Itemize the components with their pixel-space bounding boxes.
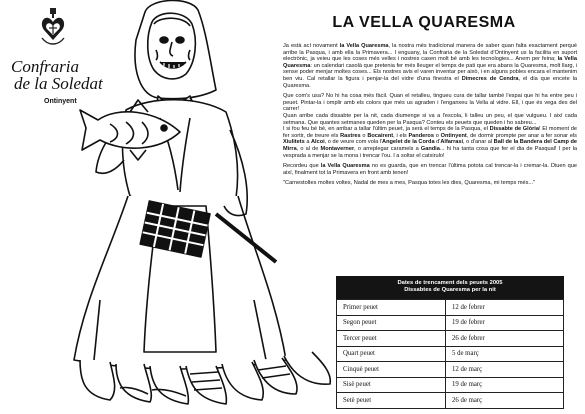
table-row: Quart peuet 5 de març (337, 346, 564, 362)
table-row: Segon peuet 19 de febrer (337, 315, 564, 331)
table-row: Primer peuet 12 de febrer (337, 300, 564, 316)
brand-line-1: Confraria (11, 57, 80, 76)
table-row: Cinquè peuet 12 de març (337, 362, 564, 378)
table-row: Setè peuet 26 de març (337, 393, 564, 409)
page-title: LA VELLA QUARESMA (332, 14, 516, 31)
table-row: Sisè peuet 19 de març (337, 377, 564, 393)
brand-town: Ontinyent (44, 98, 77, 105)
table-row: Tercer peuet 26 de febrer (337, 331, 564, 347)
paragraph-intro: Ja està ací novament la Vella Quaresma, la nostra més tradicional manera de saber quan falta exactament perquè arribe la Pasqua, i amb ella la Primavera... I enguany, la Confraria de la Soledat d'Ontinyent us la facilita en suport electrònic, ja veieu que les coses més velles i nostres casen molt bé amb les tecnologies... Anem per feina; la Vella Quaresma: un calendari casolà que pretenia fer més lleuger el temps de pati que era abans la Quaresma, molt llarg, i sense poder menjar moltes coses... Els nostres avis el varen inventar per això, i en alguns pobles encara el mantenim ben viu. Cal retallar la figura i penjar-la del vidre d'una finestra el Dimecres de Cendra, el dia que encete la Quaresma. (283, 43, 577, 89)
article-body (283, 43, 577, 191)
paragraph-reminder: Recordeu que la Vella Quaresma no es guarda, que en trencar l'última potota cal trencar-la i cremar-la. Diuen que així, finalment tot la Primavera en front amb tenen! (283, 163, 578, 176)
paragraph-saying: "Carnestoltes moltes voltes, Nadal de mes a mes, Pasqua totes les dies, Quaresma, mi temps més..." (283, 180, 536, 187)
dates-table (336, 276, 564, 409)
brand-line-2: de la Soledat (14, 74, 103, 93)
paragraph-how-to: Que com's usa? No hi ha cosa més fàcil. Quan el retalleu, tingueu cura de tallar també l'espai que hi ha entre peu i peuet. Pintar-la i omplir amb els colors que més us agraden i l'enganxeu la Vella al vidre. Ell, i que és vega des del carrer! Quan arribe cada dissabte per la nit, cada diumenge si va a l'escola, li talleu un peu, el que vulgueu. I així cada setmana. Que quantes setmanes queden per la Pasqua? Conteu els peuets que queden i ho sabreu... I si fou feu bé bé, en arribar a tallar l'últim peuet, ja serà el temps de la Pasqua, el Dissabte de Glòria! El moment de fer sortir, de treure els Rastres o Bocairent, i els Panderos o Ontinyent, de dormir prompte per anar a fer sonar els Xiulitets a Alcoi, o de veure com vola l'Angelet de la Corda d'Alfarrasí, o d'anar al Ball de la Bandera del Camp de Mirra, o al de Montaverner, o arreplegar caramels a Gandia... hi ha tanta cosa que fer el dia de Pasqual! I per la vesprada a menjar se la mona i trencar l'ou. I a soltar el catxirulo! (283, 93, 577, 159)
dates-table-heading: Dates de trencament dels peuets 2005 Dissabtes de Quaresma per la nit (336, 276, 564, 299)
